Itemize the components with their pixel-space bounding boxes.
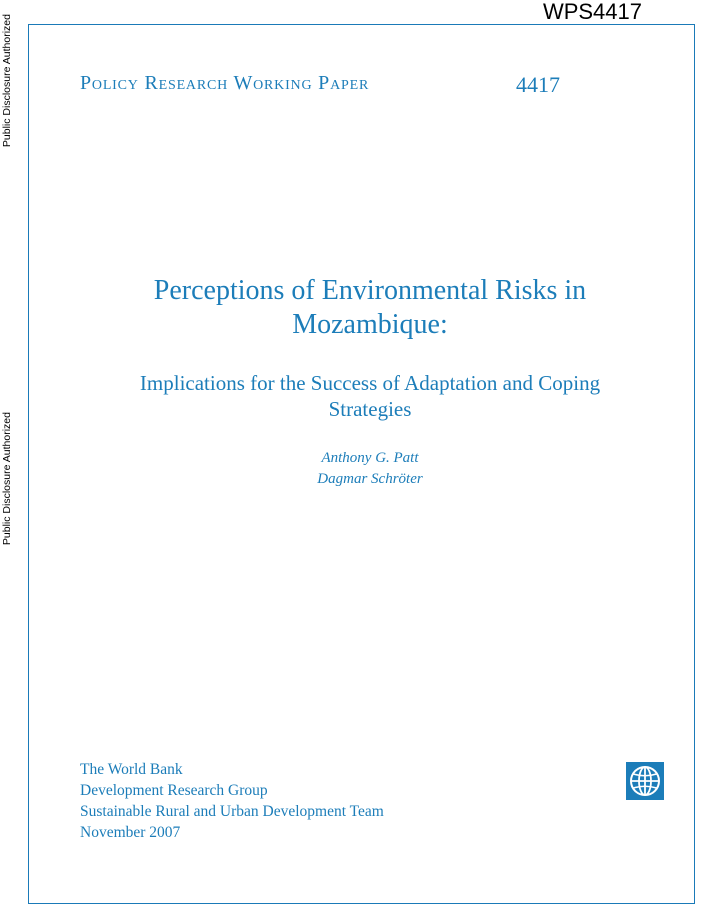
paper-title [30,274,710,342]
disclosure-label-top: Public Disclosure Authorized [1,14,13,148]
subtitle-line-2: Strategies [328,397,412,421]
publication-date: November 2007 [80,824,181,841]
author-1: Anthony G. Patt [321,450,419,466]
publisher-line-team: Sustainable Rural and Urban Development Team [80,803,384,820]
paper-subtitle [60,370,680,422]
series-name: Policy Research Working Paper [80,72,370,94]
publisher-block [80,759,384,843]
title-line-1: Perceptions of Environmental Risks in [153,275,587,306]
title-line-2: Mozambique: [292,309,448,340]
publisher-line-org: The World Bank [80,761,183,778]
publisher-line-group: Development Research Group [80,782,268,799]
subtitle-line-1: Implications for the Success of Adaptation and Coping [139,371,601,395]
series-number: 4417 [516,72,560,97]
document-id: WPS4417 [542,0,642,24]
disclosure-label-middle: Public Disclosure Authorized [1,412,13,546]
author-2: Dagmar Schröter [317,471,423,487]
world-bank-globe-icon [626,762,664,800]
